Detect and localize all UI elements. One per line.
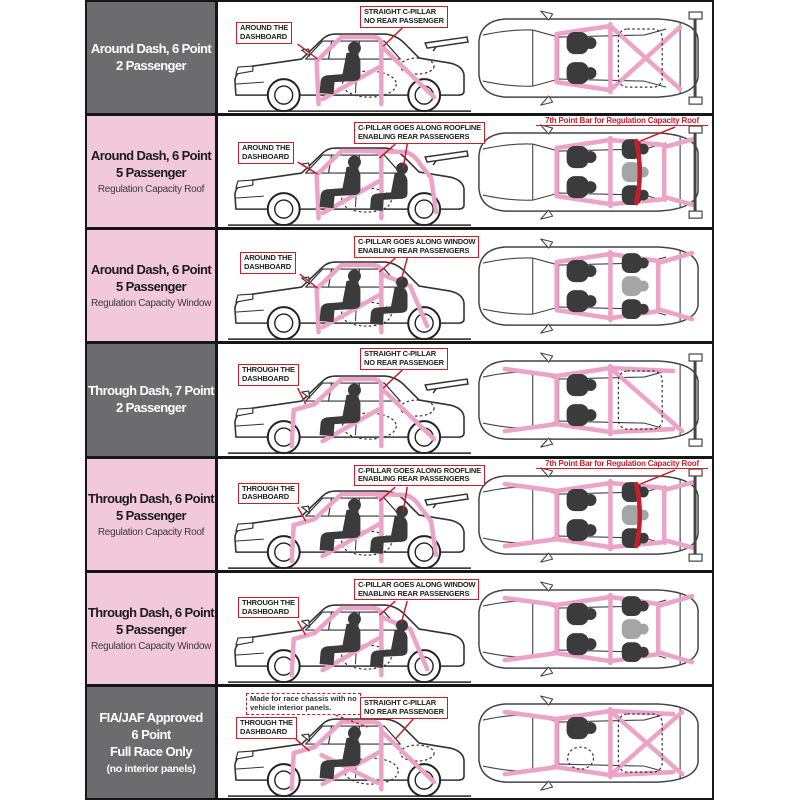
race-chassis-note — [246, 693, 361, 715]
config-row-around-6pt-2passenger — [87, 2, 712, 113]
row-subtitle: Regulation Capacity Roof — [97, 184, 205, 196]
c-pillar-callout-line1: C-PILLAR GOES ALONG WINDOW — [358, 237, 476, 247]
seventh-point-note: 7th Point Bar for Regulation Capacity Roof — [536, 459, 708, 469]
row-title-line2: 5 Passenger — [115, 279, 186, 295]
row-label-cell — [87, 459, 218, 570]
dashboard-callout — [238, 142, 294, 164]
top-view-car — [479, 11, 702, 105]
seventh-point-note: 7th Point Bar for Regulation Capacity Roof — [536, 116, 708, 126]
dashboard-callout — [238, 597, 299, 619]
race-chassis-note-line1: Made for race chassis with no — [250, 693, 357, 703]
c-pillar-callout — [354, 579, 479, 601]
dashboard-callout-line2: DASHBOARD — [242, 606, 289, 616]
dashboard-callout-line2: DASHBOARD — [242, 492, 289, 502]
dashboard-callout — [238, 483, 299, 505]
config-row-through-6pt-5passenger-window — [87, 570, 712, 684]
top-view-car — [479, 353, 702, 447]
row-illustration — [218, 230, 712, 341]
row-illustration — [218, 2, 712, 113]
c-pillar-callout-line2: NO REAR PASSENGER — [364, 15, 444, 25]
c-pillar-callout-line1: C-PILLAR GOES ALONG ROOFLINE — [358, 465, 481, 475]
row-title-line1: Around Dash, 6 Point — [90, 40, 212, 56]
dashboard-callout-line1: AROUND THE — [244, 253, 292, 263]
dashboard-callout-line1: AROUND THE — [242, 143, 290, 153]
config-row-fia-jaf-6pt-full-race — [87, 684, 712, 798]
dashboard-callout-line1: THROUGH THE — [242, 597, 295, 607]
c-pillar-callout-line2: ENABLING REAR PASSENGERS — [358, 474, 470, 484]
row-title-line1: Through Dash, 6 Point — [87, 490, 215, 506]
c-pillar-callout — [360, 348, 448, 370]
row-label-cell — [87, 573, 218, 684]
c-pillar-callout-line2: ENABLING REAR PASSENGERS — [358, 131, 470, 141]
c-pillar-callout-line1: C-PILLAR GOES ALONG ROOFLINE — [358, 123, 481, 133]
row-subtitle: Regulation Capacity Window — [90, 640, 212, 652]
row-title-line2: 6 Point — [131, 726, 171, 742]
row-title-line2: 2 Passenger — [115, 399, 186, 415]
c-pillar-callout — [354, 465, 485, 487]
c-pillar-callout — [360, 6, 448, 28]
row-label-cell — [87, 2, 218, 113]
c-pillar-callout-line2: ENABLING REAR PASSENGERS — [358, 246, 470, 256]
row-illustration — [218, 116, 712, 227]
top-view-car — [479, 468, 702, 562]
config-row-around-6pt-5passenger-roof — [87, 113, 712, 227]
row-label-cell — [87, 687, 218, 798]
row-title-line2: 2 Passenger — [115, 57, 186, 73]
side-view-car — [228, 31, 471, 111]
config-row-through-6pt-5passenger-roof — [87, 456, 712, 570]
c-pillar-callout — [354, 122, 485, 144]
row-illustration — [218, 459, 712, 570]
top-view-car — [479, 125, 702, 219]
dashboard-callout-line2: DASHBOARD — [242, 374, 289, 384]
top-view-car — [479, 582, 698, 676]
row-subtitle: (no interior panels) — [106, 762, 196, 775]
row-illustration — [218, 344, 712, 455]
dashboard-callout — [236, 22, 292, 44]
row-illustration — [218, 687, 712, 798]
row-title-line1: FIA/JAF Approved — [99, 710, 203, 726]
config-row-around-6pt-5passenger-window — [87, 227, 712, 341]
rollcage-configuration-table — [85, 0, 714, 800]
dashboard-callout-line2: DASHBOARD — [242, 151, 289, 161]
dashboard-callout — [238, 364, 299, 386]
dashboard-callout-line2: DASHBOARD — [240, 726, 287, 736]
car-diagram — [218, 344, 712, 455]
row-subtitle: Regulation Capacity Roof — [97, 526, 205, 538]
dashboard-callout-line2: DASHBOARD — [240, 31, 287, 41]
row-title-line1: Around Dash, 6 Point — [90, 262, 212, 278]
dashboard-callout — [236, 717, 297, 739]
c-pillar-callout — [354, 236, 479, 258]
row-label-cell — [87, 230, 218, 341]
dashboard-callout-line2: DASHBOARD — [244, 262, 291, 272]
dashboard-callout-line1: THROUGH THE — [240, 717, 293, 727]
side-view-car — [228, 376, 471, 453]
c-pillar-callout-line2: NO REAR PASSENGER — [364, 706, 444, 716]
dashboard-callout-line1: THROUGH THE — [242, 365, 295, 375]
c-pillar-callout-line1: STRAIGHT C-PILLAR — [364, 7, 437, 16]
row-title-line2: 5 Passenger — [115, 165, 186, 181]
dashboard-callout-line1: THROUGH THE — [242, 483, 295, 493]
row-label-cell — [87, 344, 218, 455]
c-pillar-callout-line2: NO REAR PASSENGER — [364, 358, 444, 368]
race-chassis-note-line2: vehicle interior panels. — [250, 702, 332, 712]
row-title-line1: Around Dash, 6 Point — [90, 148, 212, 164]
row-subtitle: Regulation Capacity Window — [90, 298, 212, 310]
config-row-through-7pt-2passenger — [87, 341, 712, 455]
row-title-line2: 5 Passenger — [115, 621, 186, 637]
row-title-line3: Full Race Only — [110, 743, 192, 759]
row-illustration — [218, 573, 712, 684]
c-pillar-callout-line1: STRAIGHT C-PILLAR — [364, 697, 437, 707]
dashboard-callout — [240, 252, 296, 274]
c-pillar-callout — [360, 697, 448, 719]
top-view-car — [479, 696, 698, 790]
c-pillar-callout-line1: STRAIGHT C-PILLAR — [364, 349, 437, 359]
c-pillar-callout-line1: C-PILLAR GOES ALONG WINDOW — [358, 579, 476, 589]
dashboard-callout-line1: AROUND THE — [240, 23, 288, 32]
car-diagram — [218, 2, 712, 113]
row-title-line2: 5 Passenger — [115, 507, 186, 523]
row-label-cell — [87, 116, 218, 227]
row-title-line1: Through Dash, 7 Point — [87, 383, 215, 399]
top-view-car — [479, 239, 698, 333]
row-title-line1: Through Dash, 6 Point — [87, 604, 215, 620]
c-pillar-callout-line2: ENABLING REAR PASSENGERS — [358, 588, 470, 598]
